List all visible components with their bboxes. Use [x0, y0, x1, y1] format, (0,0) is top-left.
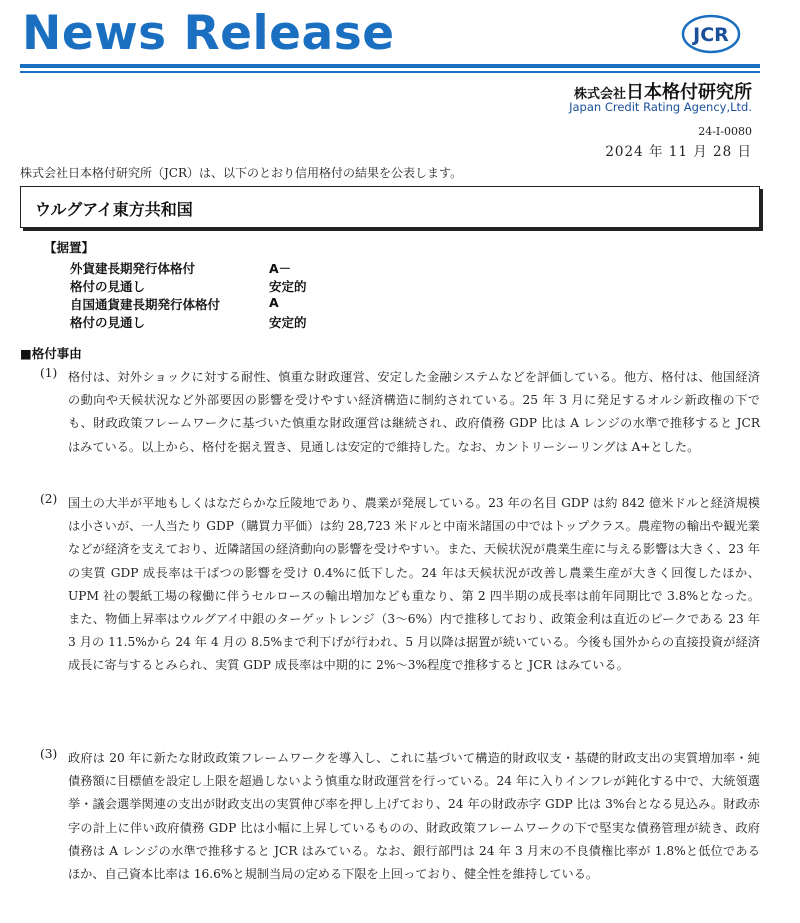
rating-value: A－	[269, 261, 292, 276]
header-rule-thin	[20, 71, 760, 73]
org-name: 日本格付研究所	[626, 82, 752, 103]
intro-text: 株式会社日本格付研究所（JCR）は、以下のとおり信用格付の結果を公表します。	[20, 166, 463, 180]
org-name-en: Japan Credit Rating Agency,Ltd.	[569, 100, 752, 114]
rating-label: 外貨建長期発行体格付	[70, 261, 196, 276]
paragraph-text: 格付は、対外ショックに対する耐性、慎重な財政運営、安定した金融システムなどを評価している。他方、格付は、他国経済の動向や天候状況など外部要因の影響を受けやすい経済構造に制約されている。25 年 3 月に発足するオルシ新政権の下でも、財政政策フレームワークに基づいた慎重な財政運営は継続され、政府債務 GDP 比は A レンジの水準で推移すると JCR はみている。以上から、格付を据え置き、見通しは安定的で維持した。なお、カントリーシーリングは A+とした。	[68, 370, 760, 454]
paragraph-number: (3)	[40, 747, 58, 761]
rating-action-label: 【据置】	[44, 240, 95, 255]
rating-value: 安定的	[269, 315, 307, 330]
paragraph-number: (2)	[40, 492, 58, 506]
document-number: 24-I-0080	[698, 125, 752, 138]
rating-label: 格付の見通し	[70, 315, 146, 330]
org-prefix: 株式会社	[573, 87, 626, 102]
header-rule-thick	[20, 64, 760, 68]
paragraph-number: (1)	[40, 366, 58, 380]
logo-text: JCR	[693, 24, 729, 46]
paragraph-text: 国土の大半が平地もしくはなだらかな丘陵地であり、農業が発展している。23 年の名目 GDP は約 842 億米ドルと経済規模は小さいが、一人当たり GDP（購買力平価）は約 28,723 米ドルと中南米諸国の中ではトップクラス。農産物の輸出や観光業などが経済を支えており、近隣諸国の経済動向の影響を受けやすい。また、天候状況が農業生産に与える影響は大きく、23 年の実質 GDP 成長率は干ばつの影響を受け 0.4%に低下した。24 年は天候状況が改善し農業生産が大きく回復したほか、UPM 社の製紙工場の稼働に伴うセルロースの輸出増加なども重なり、第 2 四半期の成長率は前年同期比で 3.8%となった。また、物価上昇率はウルグアイ中銀のターゲットレンジ（3～6%）内で推移しており、政策金利は直近のピークである 23 年 3 月の 11.5%から 24 年 4 月の 8.5%まで利下げが行われ、5 月以降は据置が続いている。今後も国外からの直接投資が経済成長に寄与するとみられ、実質 GDP 成長率は中期的に 2%～3%程度で推移すると JCR はみている。	[68, 496, 760, 673]
rating-label: 自国通貨建長期発行体格付	[70, 297, 221, 312]
rating-label: 格付の見通し	[70, 279, 146, 294]
reasons-heading: ■格付事由	[20, 346, 82, 361]
rating-row	[70, 313, 307, 331]
rating-value: A	[269, 295, 279, 310]
rating-row	[70, 277, 307, 295]
rating-row	[70, 259, 292, 277]
rating-value: 安定的	[269, 279, 307, 294]
paragraph-text: 政府は 20 年に新たな財政政策フレームワークを導入し、これに基づいて構造的財政収支・基礎的財政支出の実質増加率・純債務額に目標値を設定し上限を超過しないよう慎重な財政運営を行っている。24 年に入りインフレが鈍化する中で、大統領選挙・議会選挙関連の支出が財政支出の実質伸び率を押し上げており、24 年の財政赤字 GDP 比は 3%台となる見込み。財政赤字の計上に伴い政府債務 GDP 比は小幅に上昇しているものの、財政政策フレームワークの下で堅実な債務管理が続き、政府債務は A レンジの水準で推移すると JCR はみている。なお、銀行部門は 24 年 3 月末の不良債権比率が 1.8%と低位であるほか、自己資本比率は 16.6%と規制当局の定める下限を上回っており、健全性を維持している。	[68, 751, 760, 882]
jcr-logo	[681, 14, 741, 54]
rating-row	[70, 295, 279, 313]
release-date: 2024 年 11 月 28 日	[605, 144, 752, 160]
issuer-name: ウルグアイ東方共和国	[35, 200, 193, 219]
news-release-title: News Release	[22, 6, 395, 61]
issuer-title-box	[20, 186, 760, 228]
